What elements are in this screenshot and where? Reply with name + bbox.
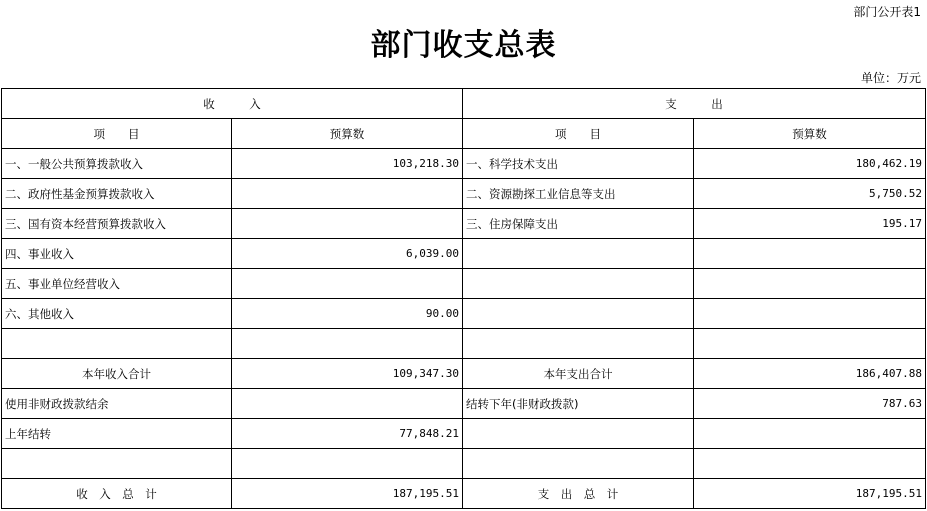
expense-value <box>694 269 926 299</box>
expense-item <box>463 329 694 359</box>
expense-value <box>694 419 926 449</box>
form-id-label: 部门公开表1 <box>853 5 921 19</box>
income-item <box>2 449 232 479</box>
expense-value: 180,462.19 <box>694 149 926 179</box>
table-row <box>2 329 926 359</box>
expense-budget-column-header: 预算数 <box>694 119 926 149</box>
income-total-value: 187,195.51 <box>232 479 463 509</box>
table-row <box>2 419 926 449</box>
expense-value <box>694 449 926 479</box>
expense-item: 三、住房保障支出 <box>463 209 694 239</box>
expense-value: 5,750.52 <box>694 179 926 209</box>
expense-total-label: 支 出 总 计 <box>463 479 694 509</box>
income-item: 三、国有资本经营预算拨款收入 <box>2 209 232 239</box>
income-total-label: 收 入 总 计 <box>2 479 232 509</box>
section-header-row <box>2 89 926 119</box>
income-value: 90.00 <box>232 299 463 329</box>
expense-item: 结转下年(非财政拨款) <box>463 389 694 419</box>
expense-value <box>694 299 926 329</box>
income-subtotal-value: 109,347.30 <box>232 359 463 389</box>
expense-item <box>463 239 694 269</box>
column-header-row <box>2 119 926 149</box>
table-row <box>2 149 926 179</box>
income-value: 77,848.21 <box>232 419 463 449</box>
income-item: 一、一般公共预算拨款收入 <box>2 149 232 179</box>
expense-subtotal-label: 本年支出合计 <box>463 359 694 389</box>
unit-label: 单位：万元 <box>860 71 921 85</box>
income-item: 二、政府性基金预算拨款收入 <box>2 179 232 209</box>
table-row <box>2 209 926 239</box>
income-subtotal-label: 本年收入合计 <box>2 359 232 389</box>
income-item-column-header: 项 目 <box>2 119 232 149</box>
income-item: 使用非财政拨款结余 <box>2 389 232 419</box>
income-value: 103,218.30 <box>232 149 463 179</box>
table-row <box>2 239 926 269</box>
expense-item <box>463 269 694 299</box>
income-value <box>232 179 463 209</box>
subtotal-row <box>2 359 926 389</box>
expense-item: 一、科学技术支出 <box>463 149 694 179</box>
expense-item <box>463 419 694 449</box>
expense-item <box>463 299 694 329</box>
income-value <box>232 329 463 359</box>
expense-value: 787.63 <box>694 389 926 419</box>
grand-total-row <box>2 479 926 509</box>
table-row <box>2 449 926 479</box>
expense-value: 195.17 <box>694 209 926 239</box>
income-budget-column-header: 预算数 <box>232 119 463 149</box>
page-title: 部门收支总表 <box>370 28 557 63</box>
income-value <box>232 209 463 239</box>
expense-section-header: 支 出 <box>463 89 926 119</box>
income-value <box>232 449 463 479</box>
table-row <box>2 179 926 209</box>
expense-item: 二、资源勘探工业信息等支出 <box>463 179 694 209</box>
table-row <box>2 299 926 329</box>
income-item <box>2 329 232 359</box>
income-value <box>232 269 463 299</box>
expense-value <box>694 329 926 359</box>
expense-item <box>463 449 694 479</box>
income-section-header: 收 入 <box>2 89 463 119</box>
income-value <box>232 389 463 419</box>
table-row <box>2 269 926 299</box>
income-item: 上年结转 <box>2 419 232 449</box>
table-row <box>2 389 926 419</box>
expense-total-value: 187,195.51 <box>694 479 926 509</box>
income-item: 六、其他收入 <box>2 299 232 329</box>
expense-subtotal-value: 186,407.88 <box>694 359 926 389</box>
expense-value <box>694 239 926 269</box>
expense-item-column-header: 项 目 <box>463 119 694 149</box>
budget-summary-table <box>1 88 926 509</box>
income-item: 四、事业收入 <box>2 239 232 269</box>
income-item: 五、事业单位经营收入 <box>2 269 232 299</box>
income-value: 6,039.00 <box>232 239 463 269</box>
